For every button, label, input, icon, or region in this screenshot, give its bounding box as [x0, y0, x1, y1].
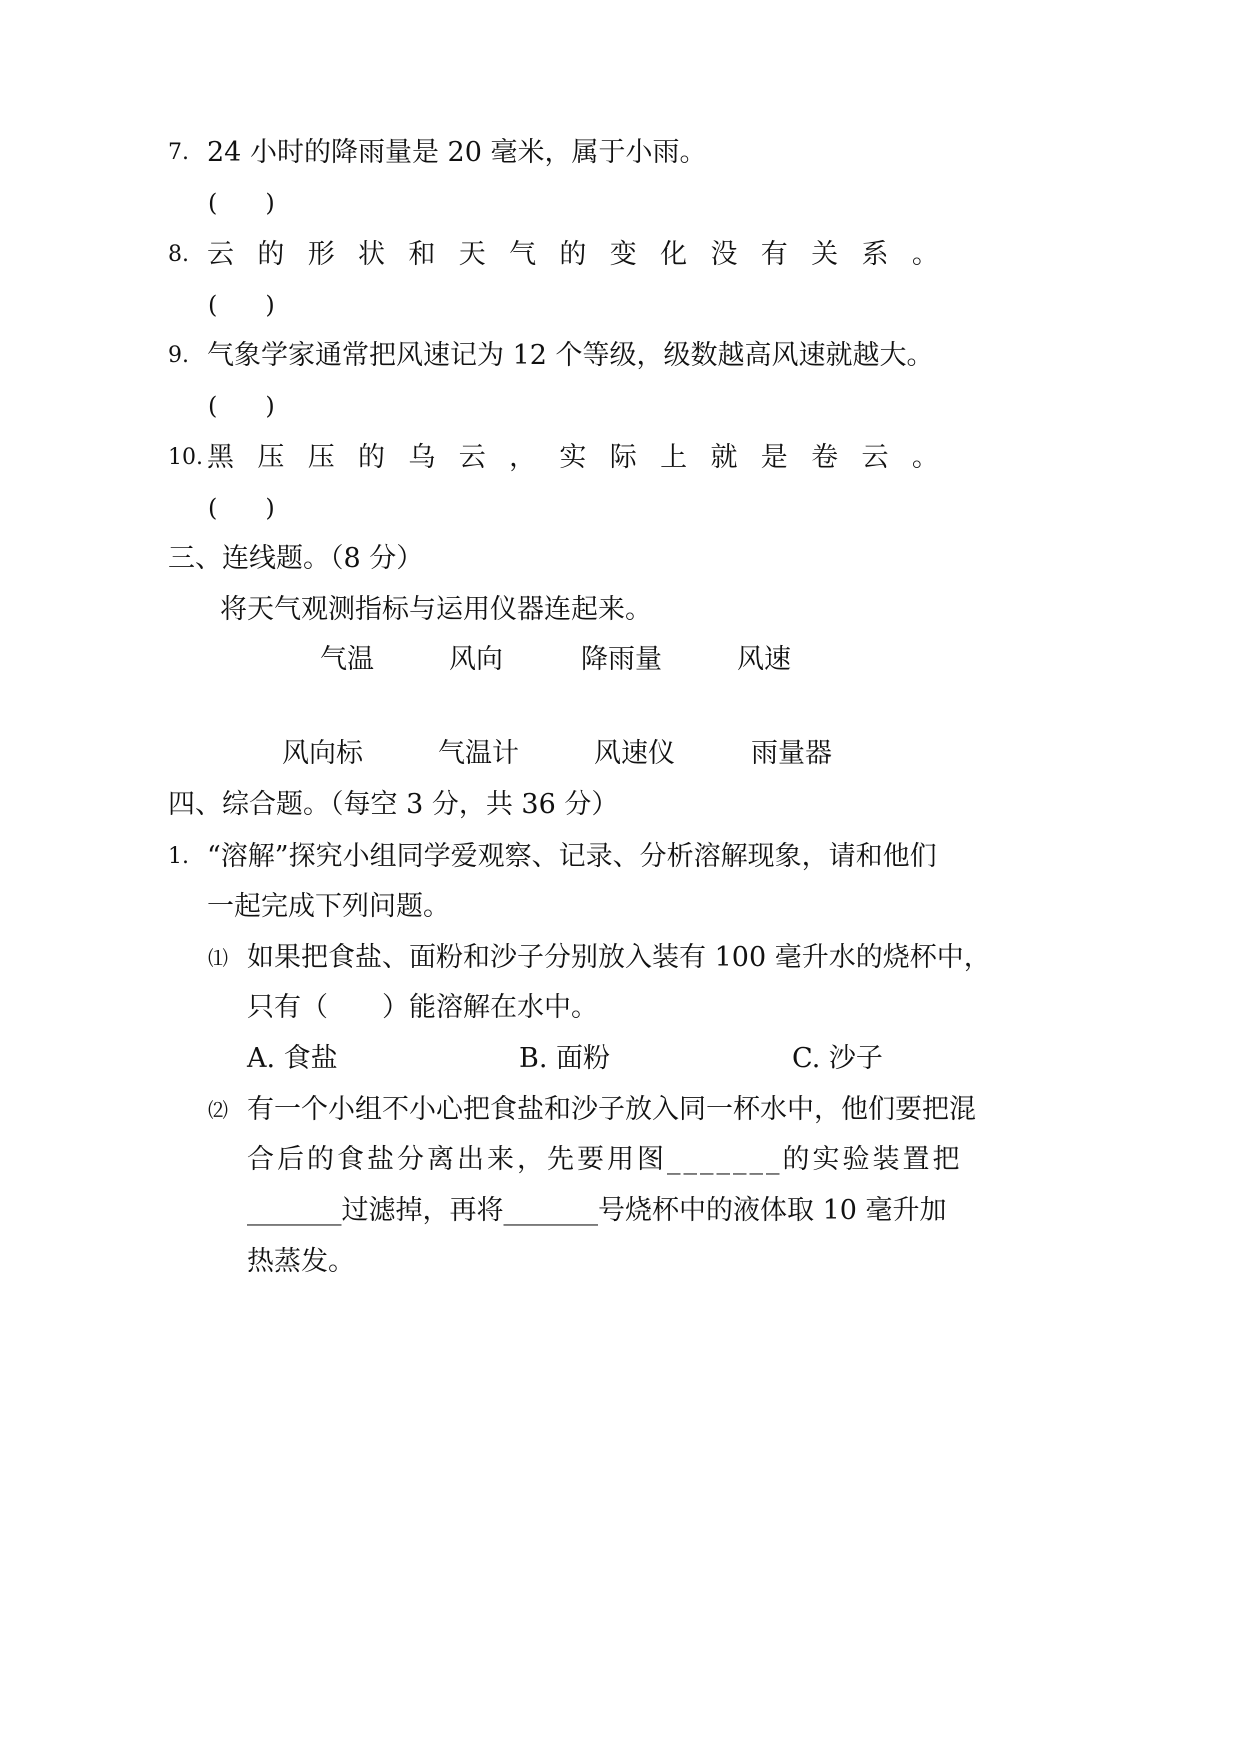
question-number: 8.	[168, 242, 189, 267]
char: 。	[911, 442, 939, 473]
char: 上	[660, 442, 688, 473]
sub-question-text[interactable]: 合后的食盐分离出来，先要用图_______的实验装置把	[247, 1144, 963, 1175]
char: 压	[307, 442, 335, 473]
sub-question-number: ⑵	[208, 1098, 228, 1122]
char: 云	[207, 239, 234, 270]
answer-blank[interactable]: ( )	[208, 189, 275, 217]
char: 压	[257, 442, 285, 473]
char: 状	[358, 239, 386, 270]
question-number: 1.	[168, 844, 189, 869]
answer-blank[interactable]: ( )	[208, 494, 275, 522]
answer-blank[interactable]: ( )	[208, 392, 275, 420]
sub-question-text: 有一个小组不小心把食盐和沙子放入同一杯水中，他们要把混	[247, 1094, 976, 1125]
char: 气	[509, 239, 537, 270]
indicator-item[interactable]: 降雨量	[581, 644, 662, 675]
indicator-item[interactable]: 气温	[320, 644, 374, 675]
char: 的	[257, 239, 285, 270]
char: 是	[760, 442, 788, 473]
section-3-heading	[168, 542, 423, 576]
char: 。	[911, 239, 939, 270]
indicator-item[interactable]: 风速	[737, 644, 791, 675]
char: ，	[509, 442, 537, 473]
matching-instruction: 将天气观测指标与运用仪器连起来。	[220, 594, 652, 625]
char: 关	[811, 239, 839, 270]
option-a[interactable]: A. 食盐	[247, 1043, 338, 1074]
sub-question-text: 热蒸发。	[247, 1246, 355, 1277]
option-b[interactable]: B. 面粉	[519, 1043, 611, 1074]
sub-question-text: 如果把食盐、面粉和沙子分别放入装有 100 毫升水的烧杯中，	[247, 942, 991, 973]
char: 黑	[207, 442, 234, 473]
char: 变	[609, 239, 637, 270]
question-7-text: 24 小时的降雨量是 20 毫米，属于小雨。	[207, 137, 707, 168]
question-number: 9.	[168, 343, 189, 368]
char: 实	[559, 442, 587, 473]
section-4-heading	[168, 788, 618, 822]
char: 的	[358, 442, 386, 473]
question-8-text	[207, 238, 939, 272]
section-4-score: （每空 3 分，共 36 分）	[330, 789, 619, 820]
indicator-item[interactable]: 风向	[449, 644, 503, 675]
question-text: “溶解”探究小组同学爱观察、记录、分析溶解现象，请和他们	[207, 841, 937, 872]
instrument-item[interactable]: 风向标	[282, 738, 363, 769]
option-c[interactable]: C. 沙子	[792, 1043, 883, 1074]
section-3-title: 三、连线题。	[168, 543, 330, 574]
instrument-item[interactable]: 风速仪	[594, 738, 675, 769]
question-10-text	[207, 441, 939, 475]
sub-question-text[interactable]: _______过滤掉，再将_______号烧杯中的液体取 10 毫升加	[247, 1195, 947, 1226]
section-3-score: （8 分）	[330, 543, 424, 574]
sub-question-text: 只有（ ）能溶解在水中。	[247, 992, 598, 1023]
char: 有	[760, 239, 788, 270]
question-number: 7.	[168, 140, 189, 165]
char: 乌	[408, 442, 436, 473]
section-4-title: 四、综合题。	[168, 789, 330, 820]
char: 形	[307, 239, 335, 270]
char: 云	[458, 442, 486, 473]
char: 和	[408, 239, 436, 270]
char: 没	[710, 239, 738, 270]
sub-question-number: ⑴	[208, 946, 228, 970]
question-number: 10.	[168, 445, 203, 470]
instrument-item[interactable]: 气温计	[438, 738, 519, 769]
char: 化	[660, 239, 688, 270]
answer-blank[interactable]: ( )	[208, 291, 275, 319]
instrument-item[interactable]: 雨量器	[751, 738, 832, 769]
char: 就	[710, 442, 738, 473]
char: 云	[861, 442, 889, 473]
char: 卷	[811, 442, 839, 473]
char: 的	[559, 239, 587, 270]
char: 系	[861, 239, 889, 270]
question-9-text: 气象学家通常把风速记为 12 个等级，级数越高风速就越大。	[207, 340, 934, 371]
char: 天	[458, 239, 486, 270]
char: 际	[609, 442, 637, 473]
question-text: 一起完成下列问题。	[207, 891, 450, 922]
